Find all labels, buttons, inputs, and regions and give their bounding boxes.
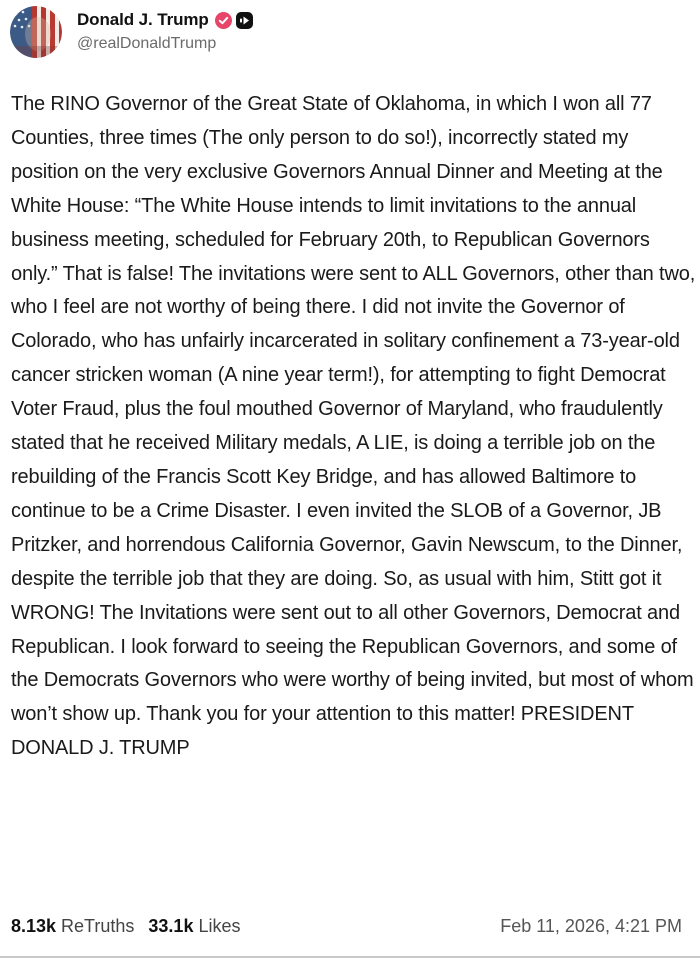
retruths-label: ReTruths (61, 915, 135, 936)
author-info (77, 7, 253, 53)
user-handle[interactable]: @realDonaldTrump (77, 35, 217, 52)
retruths-count: 8.13k (11, 915, 57, 936)
avatar-flag-portrait-icon (10, 6, 62, 58)
post-timestamp[interactable]: Feb 11, 2026, 4:21 PM (500, 915, 682, 936)
post-body-text: The RINO Governor of the Great State of Oklahoma, in which I won all 77 Counties, three times (The only person to do so!), incorrectly stated my position on the very exclusive Governors Annual Dinner and Meeting at the White House: “The White House intends to limit invitations to the annual business meeting, scheduled for February 20th, to Republican Governors only.” That is false! The invitations were sent to ALL Governors, other than two, who I feel are not worthy of being there. I did not invite the Governor of Colorado, who has unfairly incarcerated in solitary confinement a 73-year-old cancer stricken woman (A nine year term!), for attempting to fight Democrat Voter Fraud, plus the foul mouthed Governor of Maryland, who fraudulently stated that he received Military medals, A LIE, is doing a terrible job on the rebuilding of the Francis Scott Key Bridge, and has allowed Baltimore to continue to be a Crime Disaster. I even invited the SLOB of a Governor, JB Pritzker, and horrendous California Governor, Gavin Newscum, to the Dinner, despite the terrible job that they are doing. So, as usual with him, Stitt got it WRONG! The Invitations were sent out to all other Governors, Democrat and Republican. I look forward to seeing the Republican Governors, and some of the Democrats Governors who were worthy of being invited, but most of whom won’t show up. Thank you for your attention to this matter! PRESIDENT DONALD J. TRUMP (11, 93, 696, 760)
likes-label: Likes (198, 915, 241, 936)
display-name[interactable]: Donald J. Trump (77, 10, 209, 29)
verified-check-icon (215, 12, 232, 29)
media-badge-icon (236, 12, 253, 29)
post-header (10, 6, 253, 58)
retruths-stat[interactable] (11, 916, 134, 937)
likes-stat[interactable] (148, 916, 240, 937)
post-footer (11, 912, 682, 940)
avatar[interactable] (10, 6, 62, 58)
name-row (77, 7, 253, 33)
likes-count: 33.1k (148, 915, 194, 936)
